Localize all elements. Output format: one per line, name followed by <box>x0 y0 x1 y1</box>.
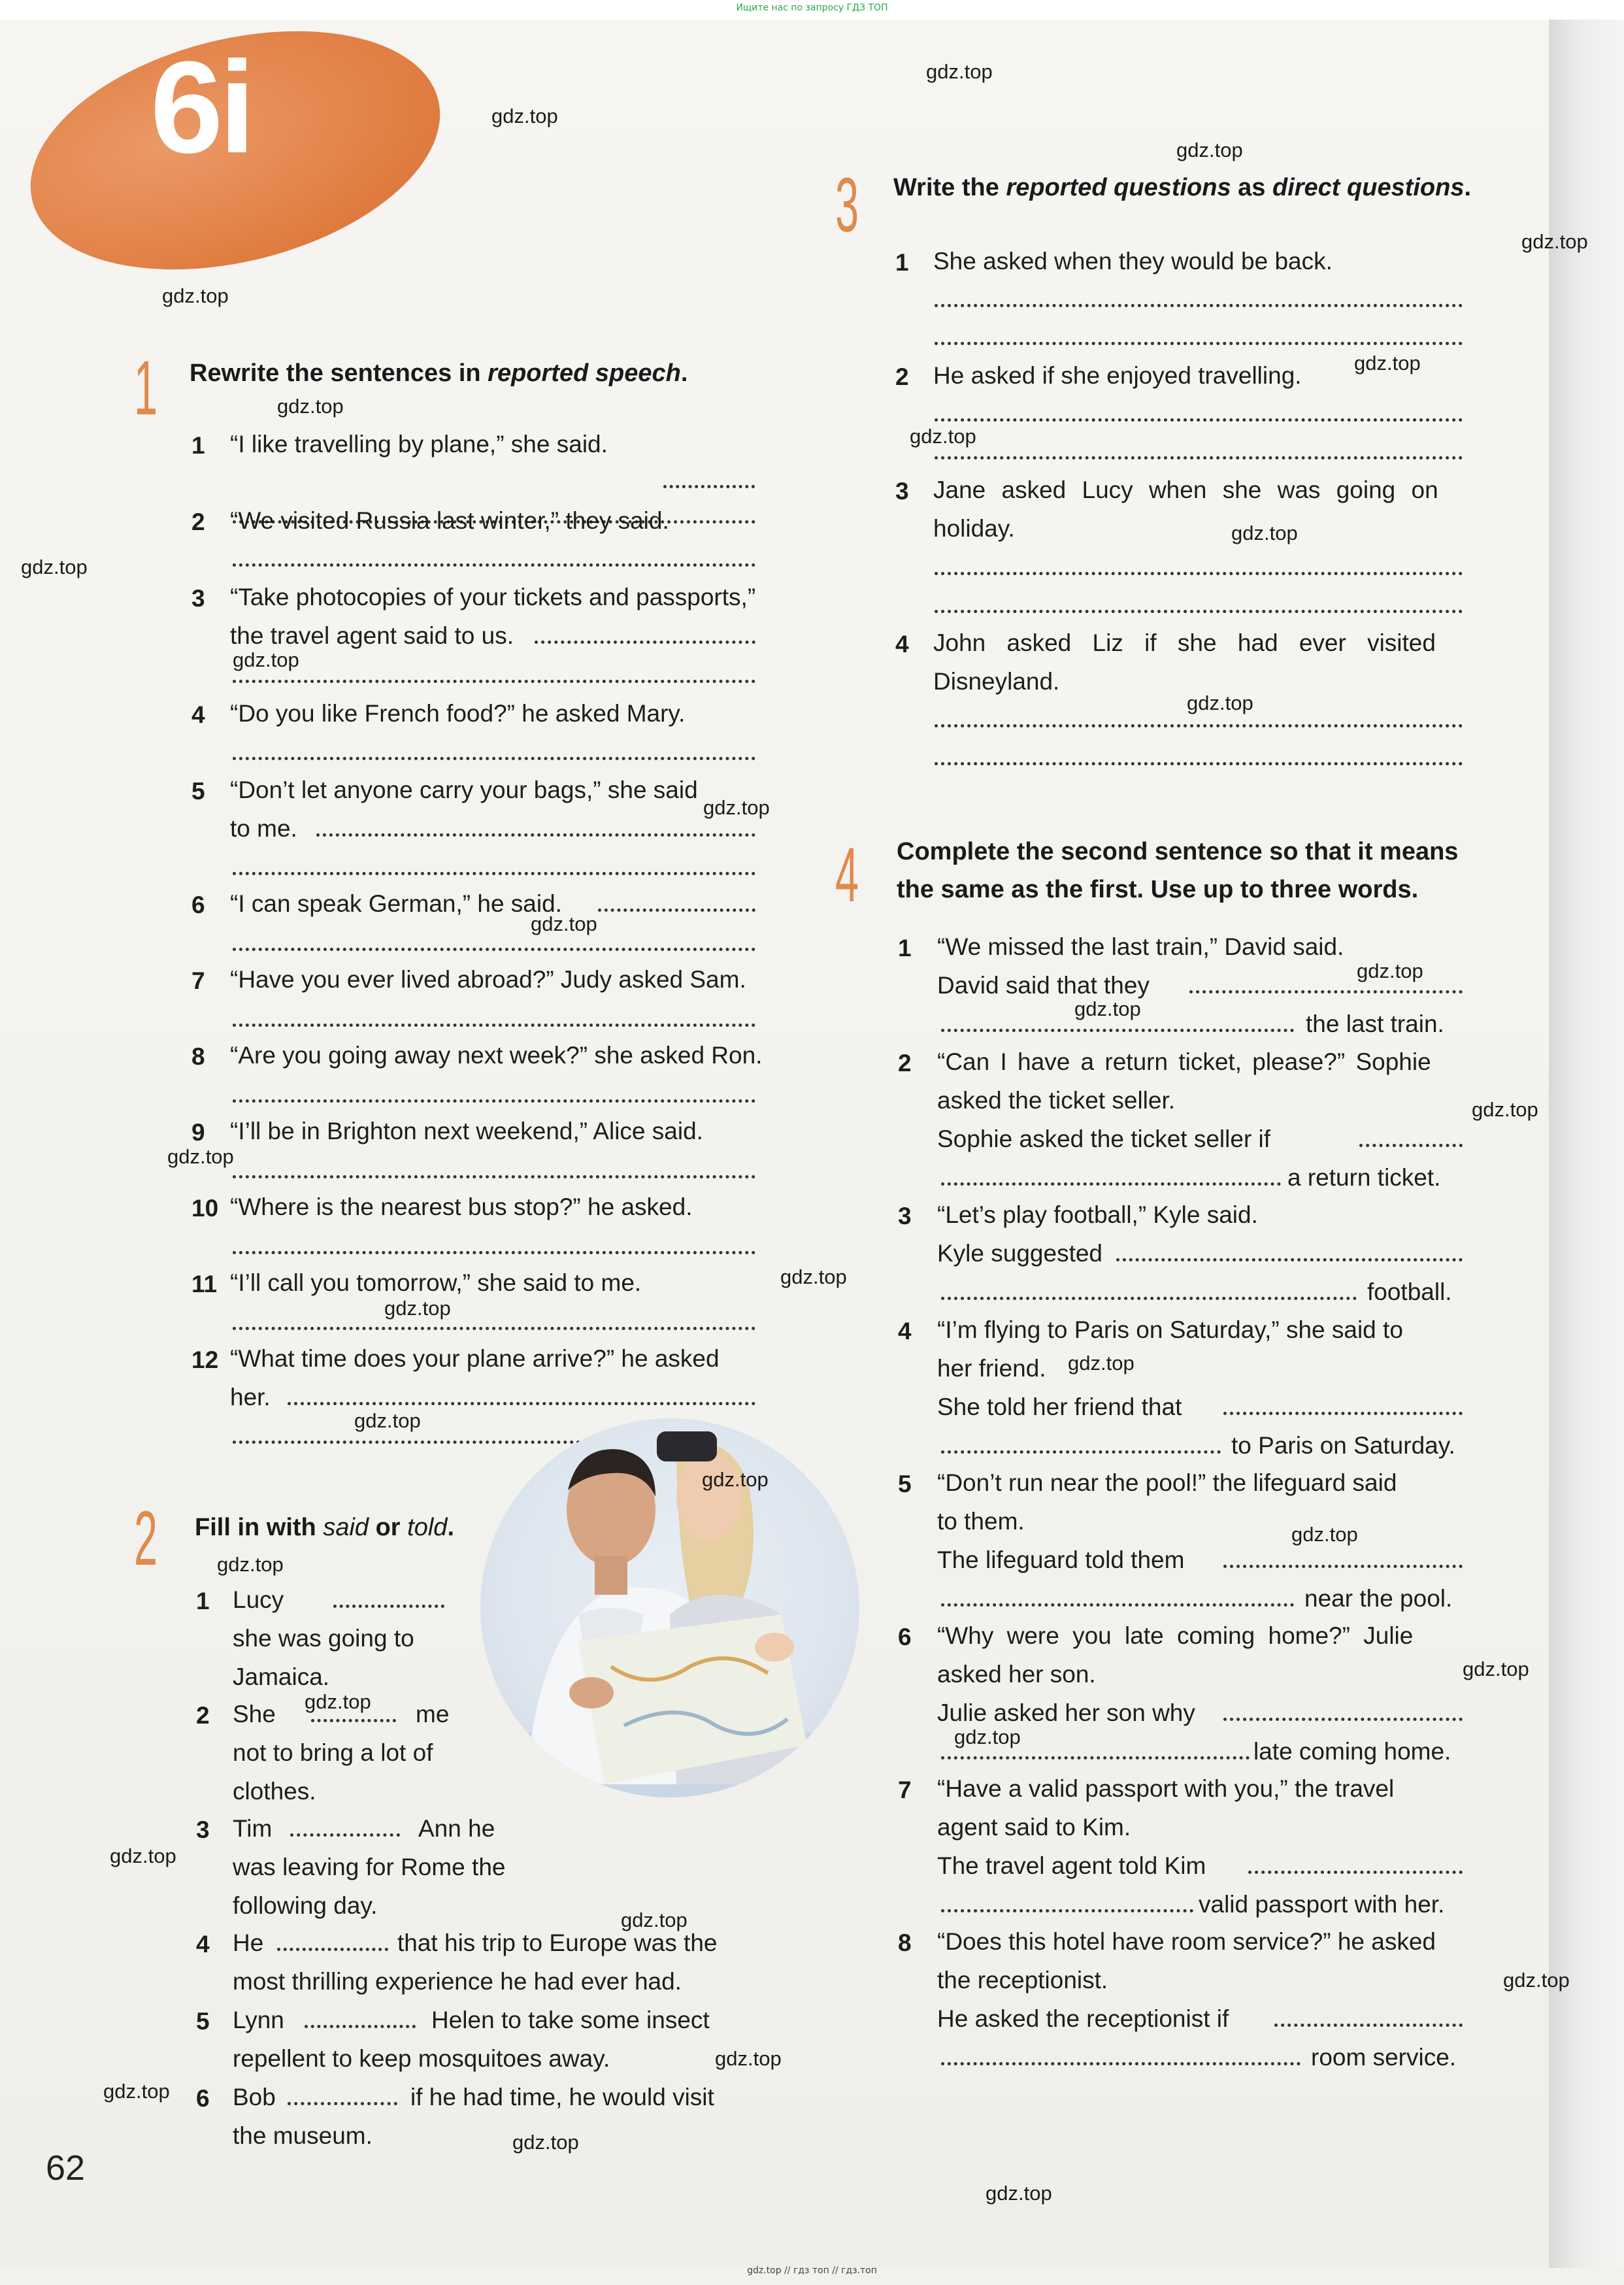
sentence: “I like travelling by plane,” she said. <box>230 431 608 458</box>
item-number: 7 <box>191 967 205 994</box>
unit-label: 6i <box>150 35 252 180</box>
watermark: gdz.top <box>167 1145 234 1168</box>
sentence: Julie asked her son why <box>937 1699 1195 1726</box>
answer-blank[interactable] <box>333 1605 444 1608</box>
watermark: gdz.top <box>702 1468 769 1491</box>
watermark: gdz.top <box>1068 1352 1135 1375</box>
sentence: football. <box>1367 1278 1452 1305</box>
sentence: Bob <box>233 2084 276 2110</box>
sentence: “What time does your plane arrive?” he asked <box>230 1345 720 1372</box>
sentence: she was going to <box>233 1625 414 1652</box>
sentence: that his trip to Europe was the <box>397 1929 718 1956</box>
exercise-4-number: 4 <box>835 832 859 918</box>
watermark: gdz.top <box>384 1297 451 1320</box>
item-number: 5 <box>191 778 205 805</box>
item-number: 6 <box>898 1624 912 1650</box>
sentence: the travel agent said to us. <box>230 622 514 649</box>
answer-blank[interactable] <box>233 872 755 875</box>
answer-blank[interactable] <box>941 1756 1250 1760</box>
item-number: 12 <box>191 1346 219 1373</box>
answer-blank[interactable] <box>1274 2024 1463 2027</box>
item-number: 2 <box>895 363 909 390</box>
watermark: gdz.top <box>1074 997 1141 1020</box>
answer-blank[interactable] <box>1223 1412 1463 1415</box>
travellers-illustration <box>480 1418 859 1797</box>
watermark: gdz.top <box>954 1726 1021 1748</box>
sentence: She asked when they would be back. <box>933 248 1333 275</box>
sentence: near the pool. <box>1304 1585 1453 1612</box>
answer-blank[interactable] <box>233 948 755 951</box>
sentence: “Are you going away next week?” she asked Ron. <box>230 1042 763 1069</box>
exercise-1-title: Rewrite the sentences in reported speech. <box>190 359 688 387</box>
answer-blank[interactable] <box>1359 1144 1463 1147</box>
answer-blank[interactable] <box>233 1327 755 1330</box>
watermark: gdz.top <box>277 395 344 418</box>
sentence: She told her friend that <box>937 1393 1182 1420</box>
answer-blank[interactable] <box>941 1603 1294 1607</box>
sentence: a return ticket. <box>1287 1164 1441 1191</box>
answer-blank[interactable] <box>233 680 755 683</box>
answer-blank[interactable] <box>288 1402 755 1405</box>
exercise-3-title: Write the reported questions as direct questions. <box>893 174 1472 201</box>
answer-blank[interactable] <box>233 1099 755 1103</box>
answer-blank[interactable] <box>941 1029 1294 1032</box>
sentence: Helen to take some insect <box>431 2007 710 2033</box>
sentence: “We missed the last train,” David said. <box>937 933 1344 960</box>
item-number: 9 <box>191 1119 205 1146</box>
page-edge-shadow <box>1549 20 1624 2268</box>
item-number: 1 <box>895 249 909 276</box>
item-number: 8 <box>898 1929 912 1956</box>
sentence: holiday. <box>933 515 1015 542</box>
watermark: gdz.top <box>703 796 770 819</box>
watermark: gdz.top <box>1503 1969 1570 1992</box>
answer-blank[interactable] <box>598 909 755 912</box>
sentence: Disneyland. <box>933 668 1060 695</box>
sentence: David said that they <box>937 972 1150 999</box>
sentence: asked her son. <box>937 1661 1096 1688</box>
watermark: gdz.top <box>1357 959 1423 982</box>
sentence: Tim <box>233 1815 273 1842</box>
travellers-photo <box>480 1418 859 1797</box>
sentence: to me. <box>230 815 297 842</box>
answer-blank[interactable] <box>935 572 1463 575</box>
item-number: 4 <box>898 1318 912 1344</box>
sentence: the museum. <box>233 2122 373 2149</box>
watermark: gdz.top <box>103 2080 170 2103</box>
item-number: 1 <box>191 432 205 459</box>
item-number: 5 <box>196 2008 210 2035</box>
item-number: 6 <box>196 2085 210 2112</box>
answer-blank[interactable] <box>290 1833 400 1837</box>
watermark: gdz.top <box>780 1265 847 1288</box>
item-number: 1 <box>898 935 912 961</box>
sentence: Kyle suggested <box>937 1240 1103 1267</box>
watermark: gdz.top <box>986 2182 1052 2205</box>
sentence: was leaving for Rome the <box>233 1854 506 1880</box>
answer-blank[interactable] <box>535 641 755 644</box>
watermark: gdz.top <box>926 60 993 83</box>
answer-blank[interactable] <box>233 563 755 567</box>
answer-blank[interactable] <box>311 1719 396 1722</box>
answer-blank[interactable] <box>233 1251 755 1254</box>
watermark: gdz.top <box>715 2047 782 2070</box>
watermark: gdz.top <box>512 2131 579 2154</box>
answer-blank[interactable] <box>935 418 1463 422</box>
sentence: valid passport with her. <box>1199 1891 1445 1918</box>
sentence: He asked if she enjoyed travelling. <box>933 362 1302 389</box>
answer-blank[interactable] <box>1189 990 1463 993</box>
sentence: “I can speak German,” he said. <box>230 890 562 917</box>
item-number: 3 <box>196 1816 210 1843</box>
item-number: 10 <box>191 1195 219 1222</box>
watermark: gdz.top <box>110 1844 176 1867</box>
watermark: gdz.top <box>1463 1658 1529 1680</box>
answer-blank[interactable] <box>941 1909 1193 1912</box>
page-number: 62 <box>46 2148 86 2188</box>
sentence: if he had time, he would visit <box>410 2084 714 2110</box>
item-number: 11 <box>191 1271 218 1297</box>
answer-blank[interactable] <box>1223 1565 1463 1568</box>
item-number: 2 <box>898 1050 912 1076</box>
item-number: 4 <box>196 1931 210 1958</box>
item-number: 3 <box>191 585 205 612</box>
answer-blank[interactable] <box>288 2102 397 2105</box>
item-number: 4 <box>895 631 909 658</box>
answer-blank[interactable] <box>935 724 1463 727</box>
sentence: most thrilling experience he had ever had. <box>233 1968 682 1995</box>
answer-blank[interactable] <box>941 1297 1357 1300</box>
sentence: Lynn <box>233 2007 284 2033</box>
item-number: 2 <box>191 509 205 535</box>
sentence: “Why were you late coming home?” Julie <box>937 1622 1414 1649</box>
watermark: gdz.top <box>1354 352 1421 375</box>
sentence: John asked Liz if she had ever visited <box>933 629 1436 656</box>
sentence: clothes. <box>233 1778 316 1805</box>
exercise-2-number: 2 <box>134 1495 158 1582</box>
sentence: Ann he <box>418 1815 495 1842</box>
sentence: “Have you ever lived abroad?” Judy asked Sam. <box>230 966 746 993</box>
item-number: 3 <box>898 1203 912 1229</box>
watermark: gdz.top <box>1291 1523 1358 1546</box>
answer-blank[interactable] <box>277 1948 388 1951</box>
sentence: Jamaica. <box>233 1663 330 1690</box>
watermark: gdz.top <box>305 1690 371 1713</box>
sentence: following day. <box>233 1892 378 1919</box>
watermark: gdz.top <box>1521 230 1588 253</box>
watermark: gdz.top <box>910 425 976 448</box>
sentence: me <box>416 1701 450 1727</box>
sentence: “Have a valid passport with you,” the travel <box>937 1775 1395 1802</box>
watermark: gdz.top <box>1176 139 1243 161</box>
sentence: “I’ll call you tomorrow,” she said to me. <box>230 1269 642 1296</box>
sentence: “Don’t run near the pool!” the lifeguard said <box>937 1469 1397 1496</box>
watermark: gdz.top <box>1472 1098 1538 1121</box>
sentence: Jane asked Lucy when she was going on <box>933 476 1438 503</box>
answer-blank[interactable] <box>1223 1718 1463 1721</box>
watermark: gdz.top <box>491 105 558 127</box>
answer-blank[interactable] <box>941 2062 1301 2065</box>
sentence: to Paris on Saturday. <box>1231 1432 1455 1459</box>
sentence: “Does this hotel have room service?” he asked <box>937 1928 1436 1955</box>
item-number: 5 <box>898 1471 912 1497</box>
exercise-1-number: 1 <box>134 345 158 431</box>
answer-blank[interactable] <box>941 1450 1221 1454</box>
answer-blank[interactable] <box>935 304 1463 307</box>
answer-blank[interactable] <box>305 2025 416 2028</box>
watermark: gdz.top <box>21 556 88 578</box>
bottom-note: gdz.top // гдз топ // гдз.топ <box>747 2265 877 2276</box>
sentence: asked the ticket seller. <box>937 1087 1176 1114</box>
item-number: 7 <box>898 1776 912 1803</box>
sentence: not to bring a lot of <box>233 1739 433 1766</box>
watermark: gdz.top <box>621 1909 688 1931</box>
answer-blank[interactable] <box>1248 1871 1463 1874</box>
answer-blank[interactable] <box>935 456 1463 459</box>
sentence: “Don’t let anyone carry your bags,” she said <box>230 776 698 803</box>
sentence: room service. <box>1311 2044 1457 2071</box>
watermark: gdz.top <box>354 1409 421 1432</box>
sentence: “We visited Russia last winter,” they said. <box>230 507 669 534</box>
sentence: He <box>233 1929 264 1956</box>
answer-blank[interactable] <box>941 1182 1281 1186</box>
exercise-4-title-line-2: the same as the first. Use up to three words. <box>897 876 1419 903</box>
sentence: repellent to keep mosquitoes away. <box>233 2045 610 2072</box>
sentence: He asked the receptionist if <box>937 2005 1229 2032</box>
answer-blank[interactable] <box>935 762 1463 765</box>
watermark: gdz.top <box>1231 522 1298 544</box>
answer-blank[interactable] <box>316 833 755 837</box>
sentence: late coming home. <box>1253 1738 1451 1765</box>
sentence: her friend. <box>937 1355 1046 1382</box>
sentence: to them. <box>937 1508 1025 1535</box>
top-note: Ищите нас по запросу ГДЗ ТОП <box>736 3 888 13</box>
exercise-4-title-line-1: Complete the second sentence so that it means <box>897 838 1459 865</box>
watermark: gdz.top <box>217 1553 284 1576</box>
answer-blank[interactable] <box>233 757 755 760</box>
sentence: “Can I have a return ticket, please?” Sophie <box>937 1048 1431 1075</box>
sentence: “Take photocopies of your tickets and passports,” <box>230 584 756 610</box>
item-number: 8 <box>191 1043 205 1070</box>
item-number: 6 <box>191 892 205 918</box>
answer-blank[interactable] <box>663 485 755 488</box>
sentence: She <box>233 1701 276 1727</box>
sentence: “Where is the nearest bus stop?” he asked. <box>230 1193 693 1220</box>
answer-blank[interactable] <box>1116 1258 1463 1261</box>
watermark: gdz.top <box>233 648 299 671</box>
watermark: gdz.top <box>1187 692 1253 714</box>
answer-blank[interactable] <box>233 1024 755 1027</box>
answer-blank[interactable] <box>935 342 1463 345</box>
sentence: the receptionist. <box>937 1967 1108 1993</box>
watermark: gdz.top <box>162 284 229 307</box>
answer-blank[interactable] <box>935 610 1463 613</box>
sentence: The lifeguard told them <box>937 1546 1185 1573</box>
sentence: Lucy <box>233 1586 284 1613</box>
sentence: “I’m flying to Paris on Saturday,” she said to <box>937 1316 1403 1343</box>
sentence: the last train. <box>1306 1010 1444 1037</box>
sentence: “I’ll be in Brighton next weekend,” Alice said. <box>230 1118 703 1144</box>
item-number: 2 <box>196 1702 210 1729</box>
sentence: Sophie asked the ticket seller if <box>937 1126 1271 1152</box>
item-number: 4 <box>191 701 205 728</box>
answer-blank[interactable] <box>233 1175 755 1178</box>
sentence: “Let’s play football,” Kyle said. <box>937 1201 1258 1228</box>
item-number: 1 <box>196 1588 210 1614</box>
sentence: her. <box>230 1384 271 1410</box>
watermark: gdz.top <box>531 912 597 935</box>
exercise-2-title: Fill in with said or told. <box>195 1514 454 1541</box>
item-number: 3 <box>895 478 909 505</box>
sentence: “Do you like French food?” he asked Mary. <box>230 700 686 727</box>
sentence: The travel agent told Kim <box>937 1852 1206 1879</box>
exercise-3-number: 3 <box>835 162 859 248</box>
sentence: agent said to Kim. <box>937 1814 1131 1841</box>
